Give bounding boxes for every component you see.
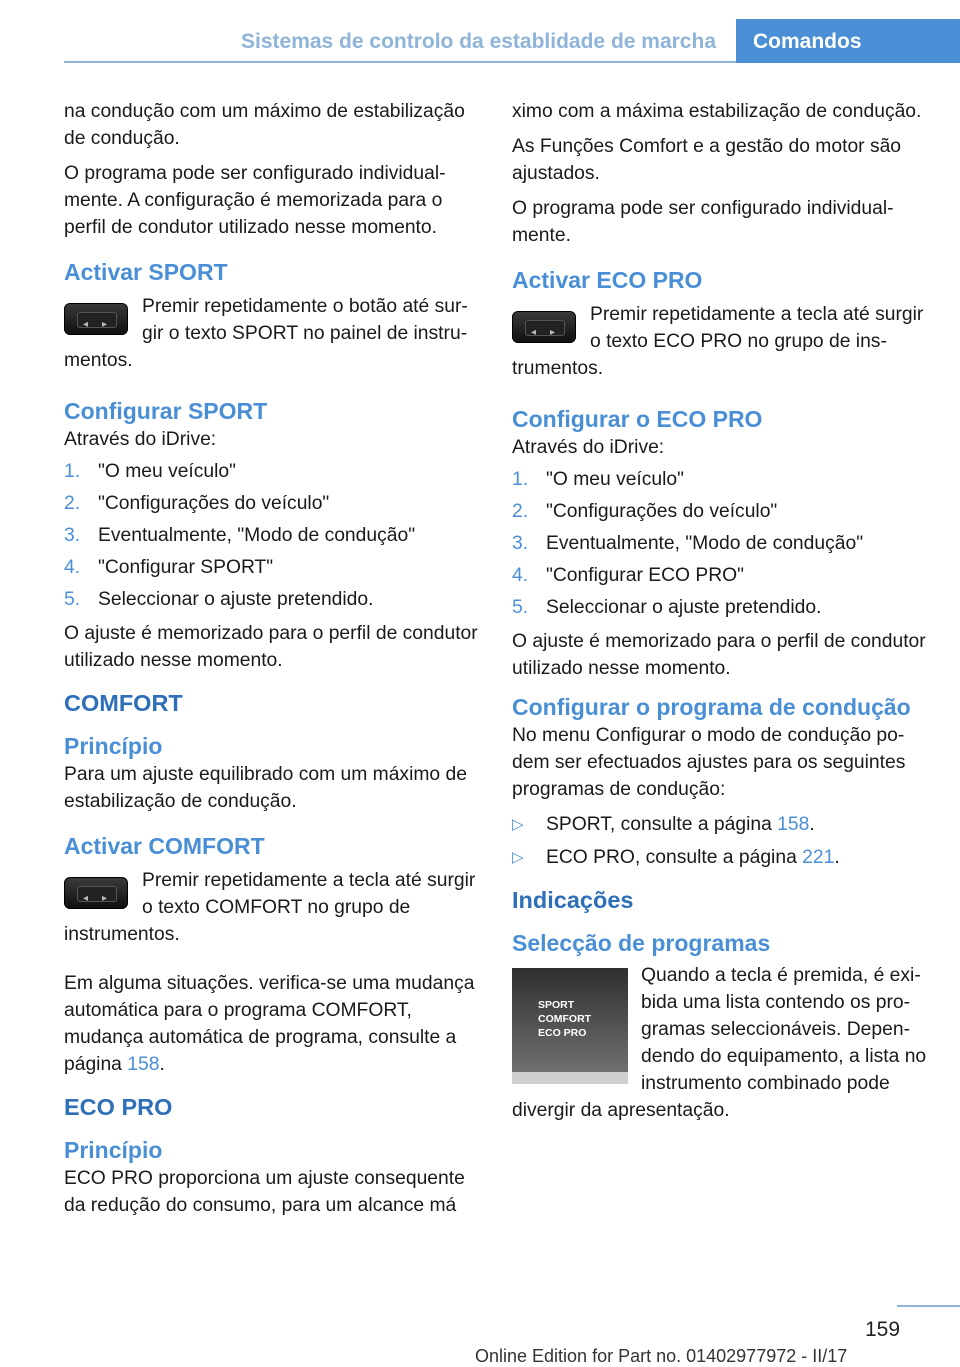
- page-link[interactable]: 158: [777, 814, 810, 835]
- button-instruction: [64, 867, 479, 948]
- right-column: [512, 98, 932, 1146]
- list-item: 1. "O meu veículo": [512, 469, 685, 490]
- paragraph: Para um ajuste equilibrado com um máximo de estabilização de condução.: [64, 764, 467, 812]
- instruction-text: Premir repetidamente o botão até surgir o texto SPORT no painel de instrumentos.: [64, 296, 468, 371]
- triangle-bullet-icon: ▷: [512, 849, 524, 866]
- instruction-text: Premir repetidamente a tecla até surgir o texto ECO PRO no grupo de instrumentos.: [512, 304, 924, 379]
- heading-activate-comfort: Activar COMFORT: [64, 833, 265, 859]
- paragraph: Em alguma situações. verifica-se uma mudança automática para o programa COMFORT, mudança automática de programa, consulte a página 158.: [64, 973, 475, 1075]
- paragraph: O ajuste é memorizado para o perfil de condutor utilizado nesse momento.: [512, 631, 926, 679]
- heading-comfort: COMFORT: [64, 690, 183, 716]
- heading-config-program: Configurar o programa de condução: [512, 694, 911, 720]
- instruction-text: Premir repetidamente a tecla até surgir o texto COMFORT no grupo de instrumentos.: [64, 870, 476, 945]
- footer-rule: [897, 1305, 960, 1307]
- display-option: COMFORT: [538, 1013, 592, 1025]
- paragraph: As Funções Comfort e a gestão do motor são ajustados.: [512, 136, 902, 184]
- paragraph: O programa pode ser configurado individualmente. A configuração é memorizada para o perfil de condutor utilizado nesse momento.: [64, 163, 446, 238]
- heading-config-eco: Configurar o ECO PRO: [512, 406, 763, 432]
- paragraph: Através do iDrive:: [512, 437, 665, 458]
- steps-list: [512, 466, 932, 621]
- button-instruction: [64, 293, 479, 374]
- heading-activate-sport: Activar SPORT: [64, 259, 228, 285]
- header-section-title: Sistemas de controlo da establidade de marcha: [241, 30, 716, 53]
- selection-text: Quando a tecla é premida, é exibida uma lista contendo os programas seleccionáveis. Dependendo do equipamento, a lista no instrumento combinado pode divergir da apresentação.: [512, 965, 927, 1121]
- program-list: [512, 811, 932, 871]
- paragraph: ximo com a máxima estabilização de condução.: [512, 101, 922, 122]
- page-link[interactable]: 158: [127, 1054, 160, 1075]
- heading-ecopro: ECO PRO: [64, 1094, 173, 1120]
- triangle-bullet-icon: ▷: [512, 816, 524, 833]
- heading-principle: Princípio: [64, 1137, 163, 1163]
- paragraph: O ajuste é memorizado para o perfil de condutor utilizado nesse momento.: [64, 623, 478, 671]
- page-number: 159: [865, 1318, 901, 1341]
- display-option: ECO PRO: [538, 1027, 587, 1039]
- display-bottom-bar: [512, 1072, 628, 1084]
- paragraph: na condução com um máximo de estabilização de condução.: [64, 101, 465, 149]
- display-option: SPORT: [538, 999, 575, 1011]
- heading-principle: Princípio: [64, 733, 163, 759]
- list-item: 3. Eventualmente, "Modo de condução": [64, 525, 416, 546]
- list-item: ▷ ECO PRO, consulte a página 221.: [512, 844, 932, 871]
- driving-mode-switch-icon: ◂ ▸: [64, 877, 128, 909]
- heading-notes: Indicações: [512, 887, 634, 913]
- heading-selection: Selecção de programas: [512, 930, 771, 956]
- page-link[interactable]: 221: [802, 847, 835, 868]
- edition-note: Online Edition for Part no. 01402977972 - II/17: [475, 1346, 848, 1366]
- list-item: 2. "Configurações do veículo": [64, 493, 330, 514]
- list-item: 5. Seleccionar o ajuste pretendido.: [64, 589, 374, 610]
- list-item: 3. Eventualmente, "Modo de condução": [512, 533, 864, 554]
- list-item: 1. "O meu veículo": [64, 461, 237, 482]
- paragraph: Através do iDrive:: [64, 429, 217, 450]
- list-item: 2. "Configurações do veículo": [512, 501, 778, 522]
- paragraph: No menu Configurar o modo de condução podem ser efectuados ajustes para os seguintes programas de condução:: [512, 725, 906, 800]
- header-chapter-label: Comandos: [753, 30, 862, 53]
- steps-list: [64, 458, 479, 613]
- selection-block: [512, 962, 932, 1124]
- paragraph: ECO PRO proporciona um ajuste consequente da redução do consumo, para um alcance má: [64, 1168, 465, 1216]
- list-item: 5. Seleccionar o ajuste pretendido.: [512, 597, 822, 618]
- heading-activate-eco: Activar ECO PRO: [512, 267, 703, 293]
- button-instruction: [512, 301, 932, 382]
- driving-mode-switch-icon: ◂ ▸: [64, 303, 128, 335]
- program-list-display-image: [512, 968, 628, 1084]
- list-item: 4. "Configurar ECO PRO": [512, 565, 744, 586]
- left-column: [64, 98, 479, 1227]
- list-item: 4. "Configurar SPORT": [64, 557, 274, 578]
- driving-mode-switch-icon: ◂ ▸: [512, 311, 576, 343]
- header-chapter-tab[interactable]: [736, 19, 960, 63]
- paragraph: O programa pode ser configurado individualmente.: [512, 198, 894, 246]
- header-rule: [64, 61, 736, 63]
- list-item: ▷ SPORT, consulte a página 158.: [512, 811, 932, 838]
- heading-config-sport: Configurar SPORT: [64, 398, 268, 424]
